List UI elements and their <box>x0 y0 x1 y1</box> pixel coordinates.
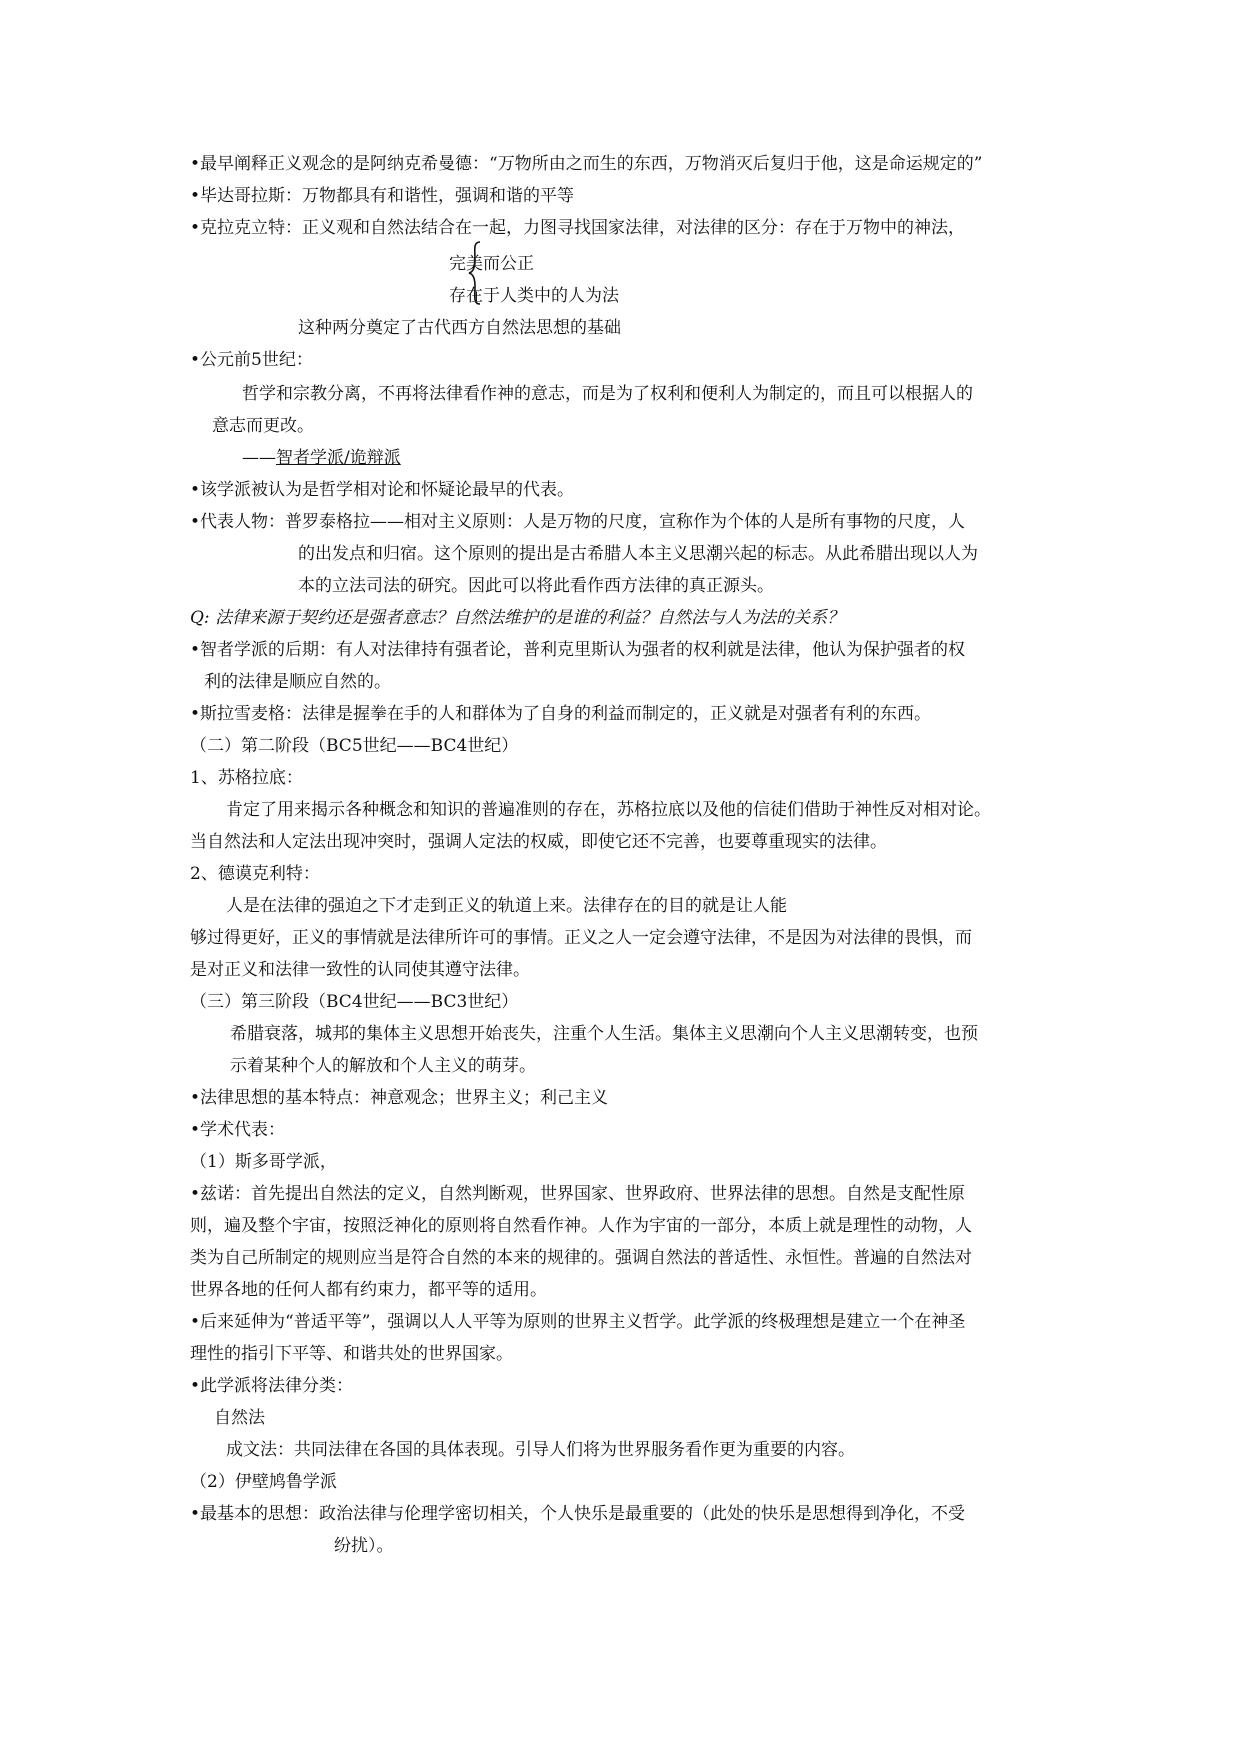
text-line: 示着某种个人的解放和个人主义的萌芽。 <box>230 1056 536 1076</box>
section-heading: （二）第二阶段（BC5世纪——BC4世纪） <box>190 736 519 756</box>
dash: —— <box>242 448 276 468</box>
text-line: 利的法律是顺应自然的。 <box>204 672 391 692</box>
text-line: 类为自己所制定的规则应当是符合自然的本来的规律的。强调自然法的普适性、永恒性。普遍的自然法对 <box>190 1248 972 1268</box>
text-line: •最基本的思想：政治法律与伦理学密切相关，个人快乐是最重要的（此处的快乐是思想得到净化，不受 <box>190 1504 966 1524</box>
text-line: •智者学派的后期：有人对法律持有强者论，普利克里斯认为强者的权利就是法律，他认为保护强者的权 <box>190 640 966 660</box>
text-line: 哲学和宗教分离，不再将法律看作神的意志，而是为了权利和便利人为制定的，而且可以根据人的 <box>242 384 973 404</box>
text-line: •斯拉雪麦格：法律是握拳在手的人和群体为了自身的利益而制定的，正义就是对强者有利的东西。 <box>190 704 932 724</box>
subheading: （1）斯多哥学派， <box>190 1152 337 1172</box>
text-line: •代表人物：普罗泰格拉——相对主义原则：人是万物的尺度，宣称作为个体的人是所有事物的尺度，人 <box>190 512 966 532</box>
subheading: （2）伊壁鸠鲁学派 <box>190 1472 337 1492</box>
text-line: 理性的指引下平等、和谐共处的世界国家。 <box>190 1344 513 1364</box>
underlined-term: 智者学派/诡辩派 <box>276 448 401 468</box>
text-line: 意志而更改。 <box>212 416 314 436</box>
text-line: 则，遍及整个宇宙，按照泛神化的原则将自然看作神。人作为宇宙的一部分，本质上就是理性的动物，人 <box>190 1216 972 1236</box>
subheading: 2、德谟克利特： <box>190 864 320 884</box>
text-line: 成文法：共同法律在各国的具体表现。引导人们将为世界服务看作更为重要的内容。 <box>226 1440 855 1460</box>
text-line: 世界各地的任何人都有约束力，都平等的适用。 <box>190 1280 547 1300</box>
text-line: 本的立法司法的研究。因此可以将此看作西方法律的真正源头。 <box>298 576 774 596</box>
text-line: •该学派被认为是哲学相对论和怀疑论最早的代表。 <box>190 480 575 500</box>
text-line: •学术代表： <box>190 1120 286 1140</box>
text-line: •克拉克立特：正义观和自然法结合在一起，力图寻找国家法律，对法律的区分：存在于万物中的神法， <box>190 218 966 238</box>
text-line: •法律思想的基本特点：神意观念；世界主义；利己主义 <box>190 1088 609 1108</box>
text-line: 当自然法和人定法出现冲突时，强调人定法的权威，即使它还不完善，也要尊重现实的法律。 <box>190 832 887 852</box>
section-heading: （三）第三阶段（BC4世纪——BC3世纪） <box>190 992 519 1012</box>
text-line: •兹诺：首先提出自然法的定义，自然判断观，世界国家、世界政府、世界法律的思想。自然是支配性原 <box>190 1184 966 1204</box>
subheading: 1、苏格拉底： <box>190 768 303 788</box>
question-line: Q: 法律来源于契约还是强者意志？自然法维护的是谁的利益？自然法与人为法的关系？ <box>190 608 845 628</box>
text-line: •最早阐释正义观念的是阿纳克希曼德：“万物所由之而生的东西，万物消灭后复归于他，这是命运规定的” <box>190 154 983 174</box>
text-line: 希腊衰落，城邦的集体主义思想开始丧失，注重个人生活。集体主义思潮向个人主义思潮转变，也预 <box>230 1024 978 1044</box>
text-line: 这种两分奠定了古代西方自然法思想的基础 <box>298 318 621 338</box>
text-line: 人是在法律的强迫之下才走到正义的轨道上来。法律存在的目的就是让人能 <box>226 896 787 916</box>
text-line: •毕达哥拉斯：万物都具有和谐性，强调和谐的平等 <box>190 186 575 206</box>
text-line: •后来延伸为“普适平等”，强调以人人平等为原则的世界主义哲学。此学派的终极理想是建立一个在神圣 <box>190 1312 966 1332</box>
text-line: 纷扰）。 <box>334 1536 394 1556</box>
text-line: 够过得更好，正义的事情就是法律所许可的事情。正义之人一定会遵守法律，不是因为对法律的畏惧，而 <box>190 928 972 948</box>
text-line: •公元前5世纪： <box>190 350 313 370</box>
text-line: •此学派将法律分类： <box>190 1376 354 1396</box>
text-line: 的出发点和归宿。这个原则的提出是古希腊人本主义思潮兴起的标志。从此希腊出现以人为 <box>298 544 978 564</box>
text-line: 完美而公正 <box>449 254 534 274</box>
text-line: 自然法 <box>214 1408 265 1428</box>
text-line: 是对正义和法律一致性的认同使其遵守法律。 <box>190 960 530 980</box>
text-line: 肯定了用来揭示各种概念和知识的普遍准则的存在，苏格拉底以及他的信徒们借助于神性反对相对论。 <box>226 800 991 820</box>
text-line: 存在于人类中的人为法 <box>449 286 619 306</box>
text-line <box>242 446 401 470</box>
